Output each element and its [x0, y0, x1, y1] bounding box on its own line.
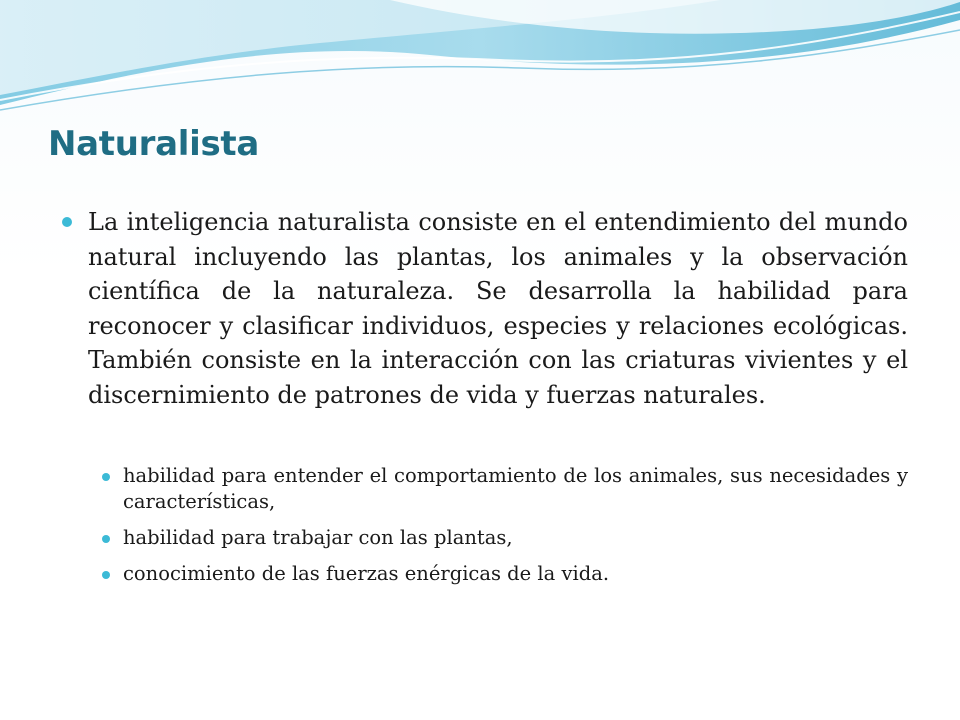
main-bullet: [62, 205, 908, 412]
sub-bullet-text: conocimiento de las fuerzas enérgicas de la vida.: [123, 562, 610, 585]
slide-title: Naturalista: [48, 124, 260, 164]
sub-bullet-text: habilidad para trabajar con las plantas,: [123, 526, 513, 549]
sub-bullet-text: habilidad para entender el comportamiento de los animales, sus necesidades y características,: [123, 464, 908, 513]
sub-bullet-item: [102, 525, 908, 551]
bullet-icon: [102, 535, 110, 543]
main-bullet-text: La inteligencia naturalista consiste en el entendimiento del mundo natural incluyendo las plantas, los animales y la observación científica de la naturaleza. Se desarrolla la habilidad para reconocer y clasificar individuos, especies y relaciones ecológicas. También consiste en la interacción con las criaturas vivientes y el discernimiento de patrones de vida y fuerzas naturales.: [88, 208, 908, 409]
bullet-icon: [102, 473, 110, 481]
sub-bullet-item: [102, 561, 908, 587]
sub-bullet-item: [102, 463, 908, 515]
wave-banner-decoration: [0, 0, 960, 115]
bullet-icon: [62, 217, 72, 227]
slide-content: [62, 205, 908, 597]
bullet-icon: [102, 571, 110, 579]
sub-bullet-list: [102, 463, 908, 587]
